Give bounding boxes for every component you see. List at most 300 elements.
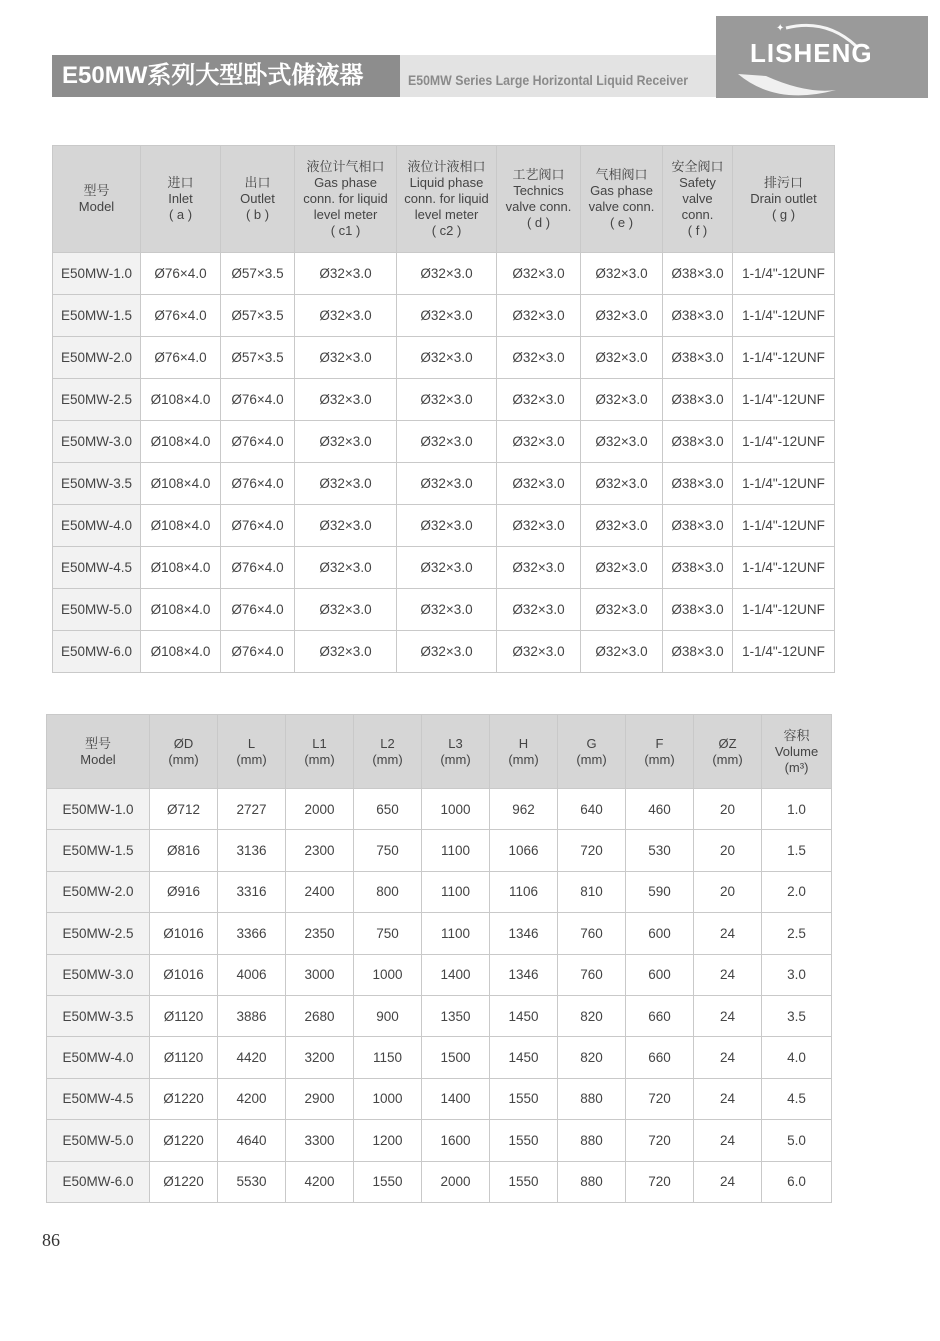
table-cell: 1-1/4"-12UNF [733,337,835,379]
model-cell: E50MW-5.0 [53,589,141,631]
model-cell: E50MW-3.0 [53,421,141,463]
table-cell: Ø108×4.0 [141,547,221,589]
table-cell: Ø32×3.0 [397,253,497,295]
connection-spec-table [52,145,835,673]
table-cell: 660 [626,995,694,1036]
table-cell: 3366 [218,913,286,954]
table-cell: 880 [558,1078,626,1119]
table-cell: Ø32×3.0 [397,379,497,421]
table-cell: Ø1120 [150,995,218,1036]
table-cell: Ø1016 [150,954,218,995]
model-cell: E50MW-2.5 [47,913,150,954]
table-cell: 3886 [218,995,286,1036]
column-header-line: ( b ) [245,207,270,222]
table-cell: 4200 [286,1161,354,1202]
table-cell: 24 [694,995,762,1036]
table-cell: Ø38×3.0 [663,631,733,673]
table-cell: Ø38×3.0 [663,337,733,379]
table-cell: 1400 [422,954,490,995]
table-cell: 1.0 [762,789,832,830]
model-cell: E50MW-3.5 [47,995,150,1036]
table-row [47,995,832,1036]
model-cell: E50MW-3.5 [53,463,141,505]
column-header-line: Liquid phase [409,175,484,190]
table-cell: Ø76×4.0 [221,505,295,547]
table-cell: Ø76×4.0 [221,547,295,589]
table-cell: 962 [490,789,558,830]
table-cell: Ø76×4.0 [221,589,295,631]
table-cell: 3.0 [762,954,832,995]
table-cell: Ø32×3.0 [397,421,497,463]
table-row [47,830,832,871]
table-row [53,253,835,295]
table-cell: Ø32×3.0 [497,505,581,547]
column-header-line: ( a ) [168,207,193,222]
page-title-cn: E50MW系列大型卧式储液器 [52,55,400,97]
column-header-line: Inlet [168,191,193,206]
table-cell: 720 [626,1078,694,1119]
column-header-line: (mm) [644,751,675,767]
table-cell: Ø38×3.0 [663,295,733,337]
column-header-line: ( f ) [687,223,708,238]
table-cell: 2900 [286,1078,354,1119]
table-cell: 2727 [218,789,286,830]
table-cell: 2680 [286,995,354,1036]
column-header-line: ( g ) [771,207,796,222]
table-cell: 1-1/4"-12UNF [733,421,835,463]
table-cell: Ø57×3.5 [221,295,295,337]
table-cell: 1-1/4"-12UNF [733,589,835,631]
table-cell: Ø57×3.5 [221,253,295,295]
column-header [422,715,490,789]
column-header-line: 安全阀口 [671,159,724,174]
page-title-en: E50MW Series Large Horizontal Liquid Receiver [408,72,689,88]
table-cell: 4.5 [762,1078,832,1119]
table-cell: 1346 [490,954,558,995]
column-header-line: (mm) [236,751,267,767]
table-row [47,1120,832,1161]
table-cell: Ø76×4.0 [221,421,295,463]
column-header [490,715,558,789]
table-cell: Ø32×3.0 [497,421,581,463]
model-cell: E50MW-2.5 [53,379,141,421]
table-row [53,337,835,379]
column-header-line: conn. for liquid [303,191,388,206]
table-cell: 590 [626,871,694,912]
column-header [733,146,835,253]
table-cell: Ø32×3.0 [295,337,397,379]
column-header-line: (mm) [372,751,403,767]
table-row [53,379,835,421]
page-number: 86 [42,1230,60,1250]
model-cell: E50MW-1.0 [53,253,141,295]
table-row [53,547,835,589]
table-cell: Ø32×3.0 [295,589,397,631]
column-header-line: 气相阀口 [595,167,648,182]
table-cell: Ø1220 [150,1120,218,1161]
column-header-line: Model [80,751,116,767]
table-cell: Ø76×4.0 [141,253,221,295]
table-cell: 1000 [354,954,422,995]
column-header-line: ( d ) [526,215,551,230]
table-cell: 1500 [422,1037,490,1078]
table-row [53,295,835,337]
model-cell: E50MW-2.0 [53,337,141,379]
table-cell: 20 [694,830,762,871]
table-cell: Ø76×4.0 [221,379,295,421]
table-cell: 530 [626,830,694,871]
table-cell: 750 [354,830,422,871]
model-cell: E50MW-6.0 [47,1161,150,1202]
table-cell: Ø38×3.0 [663,463,733,505]
table-cell: 1350 [422,995,490,1036]
table-cell: 2300 [286,830,354,871]
table-cell: Ø32×3.0 [295,295,397,337]
column-header [295,146,397,253]
table-cell: Ø108×4.0 [141,379,221,421]
table-cell: 5.0 [762,1120,832,1161]
logo-text: LISHENG [750,38,873,68]
column-header-line: level meter [414,207,479,222]
table-cell: Ø38×3.0 [663,253,733,295]
table-row [53,421,835,463]
table-row [47,1037,832,1078]
table-cell: 1400 [422,1078,490,1119]
table-cell: 1150 [354,1037,422,1078]
table-cell: Ø1220 [150,1078,218,1119]
table-row [53,463,835,505]
column-header-line: level meter [313,207,378,222]
table-cell: 600 [626,913,694,954]
table-cell: 24 [694,1078,762,1119]
column-header-line: Volume [774,743,819,759]
table-cell: 1066 [490,830,558,871]
column-header-line: (mm) [508,751,539,767]
table-cell: 4640 [218,1120,286,1161]
column-header-line: Safety [679,175,716,190]
column-header [762,715,832,789]
table-cell: 24 [694,1120,762,1161]
column-header-line: conn. for liquid [404,191,489,206]
table-cell: Ø32×3.0 [295,505,397,547]
table-cell: Ø32×3.0 [397,295,497,337]
table-row [47,1078,832,1119]
table-cell: Ø76×4.0 [221,631,295,673]
table-row [53,589,835,631]
table-cell: 1550 [490,1078,558,1119]
table-cell: Ø32×3.0 [295,379,397,421]
table-cell: 6.0 [762,1161,832,1202]
table-cell: 1550 [490,1161,558,1202]
table-cell: Ø38×3.0 [663,421,733,463]
table-cell: Ø57×3.5 [221,337,295,379]
table-cell: 640 [558,789,626,830]
table-header-row [53,146,835,253]
column-header [47,715,150,789]
table-cell: Ø1016 [150,913,218,954]
table-cell: 3300 [286,1120,354,1161]
column-header-line: (mm) [304,751,335,767]
table-row [47,913,832,954]
table-cell: 2000 [286,789,354,830]
table-cell: 1-1/4"-12UNF [733,295,835,337]
column-header-line: valve [682,191,713,206]
table-cell: Ø32×3.0 [581,589,663,631]
column-header [286,715,354,789]
table-cell: 20 [694,789,762,830]
dimension-spec-table [46,714,832,1203]
table-cell: Ø32×3.0 [497,253,581,295]
table-cell: 3200 [286,1037,354,1078]
table-cell: Ø32×3.0 [581,421,663,463]
table-cell: Ø32×3.0 [497,589,581,631]
model-cell: E50MW-4.0 [53,505,141,547]
table-cell: Ø32×3.0 [397,547,497,589]
table-cell: Ø108×4.0 [141,505,221,547]
column-header-line: Gas phase [314,175,377,190]
table-cell: 1-1/4"-12UNF [733,631,835,673]
column-header [141,146,221,253]
column-header-line: (mm) [712,751,743,767]
model-cell: E50MW-3.0 [47,954,150,995]
table-cell: 1-1/4"-12UNF [733,253,835,295]
table-cell: 2.5 [762,913,832,954]
table-cell: Ø32×3.0 [497,631,581,673]
table-cell: Ø32×3.0 [397,463,497,505]
table-cell: Ø108×4.0 [141,421,221,463]
column-header-line: H [518,735,529,751]
table-cell: Ø108×4.0 [141,631,221,673]
table-cell: 24 [694,954,762,995]
column-header-line: 进口 [167,175,194,190]
column-header-line: (mm) [440,751,471,767]
column-header-line: (mm) [576,751,607,767]
table-cell: 1550 [490,1120,558,1161]
model-cell: E50MW-1.0 [47,789,150,830]
column-header-line: F [655,735,664,751]
table-cell: Ø108×4.0 [141,589,221,631]
table-cell: Ø38×3.0 [663,379,733,421]
table-cell: 24 [694,1037,762,1078]
column-header [221,146,295,253]
column-header-line: L3 [448,735,463,751]
table-cell: Ø32×3.0 [397,505,497,547]
table-cell: Ø32×3.0 [497,295,581,337]
table-cell: Ø76×4.0 [141,295,221,337]
table-cell: Ø32×3.0 [581,505,663,547]
table-header-row [47,715,832,789]
table-cell: 2400 [286,871,354,912]
table-row [47,1161,832,1202]
model-cell: E50MW-4.5 [53,547,141,589]
table-cell: 1550 [354,1161,422,1202]
table-row [47,871,832,912]
table-cell: Ø32×3.0 [581,337,663,379]
table-cell: Ø76×4.0 [141,337,221,379]
column-header-line: 排污口 [763,175,803,190]
model-cell: E50MW-5.0 [47,1120,150,1161]
model-cell: E50MW-4.5 [47,1078,150,1119]
table-cell: Ø32×3.0 [295,253,397,295]
table-cell: Ø32×3.0 [581,379,663,421]
table-cell: Ø32×3.0 [497,379,581,421]
table-cell: 1-1/4"-12UNF [733,547,835,589]
table-cell: 1000 [422,789,490,830]
column-header [397,146,497,253]
column-header-line: valve conn. [588,199,655,214]
table-cell: Ø816 [150,830,218,871]
model-cell: E50MW-2.0 [47,871,150,912]
column-header [150,715,218,789]
table-cell: Ø916 [150,871,218,912]
table-cell: Ø108×4.0 [141,463,221,505]
table-cell: 20 [694,871,762,912]
table-cell: 1450 [490,995,558,1036]
table-cell: 2350 [286,913,354,954]
table-cell: 800 [354,871,422,912]
column-header [663,146,733,253]
column-header-line: ØD [173,735,194,751]
column-header [626,715,694,789]
table-cell: 880 [558,1161,626,1202]
table-cell: 880 [558,1120,626,1161]
table-cell: 760 [558,913,626,954]
table-cell: Ø32×3.0 [497,337,581,379]
column-header-line: 型号 [84,735,111,751]
table-cell: 2000 [422,1161,490,1202]
table-cell: 720 [626,1120,694,1161]
brand-logo [716,16,928,98]
table-cell: 1450 [490,1037,558,1078]
table-cell: 1600 [422,1120,490,1161]
column-header-line: Model [78,199,115,214]
table-cell: 720 [626,1161,694,1202]
column-header-line: ØZ [718,735,737,751]
table-cell: 650 [354,789,422,830]
table-cell: Ø1220 [150,1161,218,1202]
table-row [53,505,835,547]
column-header-line: 工艺阀口 [512,167,565,182]
table-cell: 1100 [422,913,490,954]
table-cell: 3000 [286,954,354,995]
model-cell: E50MW-1.5 [47,830,150,871]
table-cell: Ø1120 [150,1037,218,1078]
column-header-line: 型号 [83,183,110,198]
column-header [53,146,141,253]
table-row [47,789,832,830]
table-cell: Ø32×3.0 [397,631,497,673]
table-cell: 760 [558,954,626,995]
column-header-line: valve conn. [505,199,572,214]
table-cell: Ø38×3.0 [663,589,733,631]
table-cell: Ø32×3.0 [497,547,581,589]
table-cell: Ø32×3.0 [581,295,663,337]
column-header-line: conn. [681,207,714,222]
table-cell: Ø32×3.0 [581,631,663,673]
column-header-line: Gas phase [590,183,653,198]
table-cell: 3.5 [762,995,832,1036]
column-header-line: 液位计液相口 [407,159,486,174]
model-cell: E50MW-1.5 [53,295,141,337]
svg-text:✦: ✦ [776,23,785,34]
column-header-line: (mm) [168,751,199,767]
column-header-line: L2 [380,735,395,751]
column-header-line: Technics [513,183,564,198]
column-header-line: G [586,735,597,751]
table-cell: 2.0 [762,871,832,912]
column-header-line: ( e ) [609,215,634,230]
table-cell: Ø32×3.0 [581,253,663,295]
column-header [581,146,663,253]
table-cell: Ø32×3.0 [295,463,397,505]
column-header-line: 容积 [783,727,810,743]
column-header-line: Drain outlet [750,191,817,206]
table-cell: 660 [626,1037,694,1078]
model-cell: E50MW-6.0 [53,631,141,673]
column-header-line: L1 [312,735,327,751]
table-cell: 750 [354,913,422,954]
table-cell: Ø32×3.0 [295,547,397,589]
table-cell: 4.0 [762,1037,832,1078]
column-header [218,715,286,789]
column-header [497,146,581,253]
table-cell: 600 [626,954,694,995]
table-cell: 1346 [490,913,558,954]
table-cell: 820 [558,995,626,1036]
column-header-line: ( c1 ) [330,223,361,238]
table-cell: 810 [558,871,626,912]
column-header-line: 出口 [244,175,271,190]
table-cell: 24 [694,1161,762,1202]
column-header-line: L [247,735,256,751]
table-cell: Ø38×3.0 [663,505,733,547]
table-cell: 24 [694,913,762,954]
column-header-line: (m³) [784,759,809,775]
column-header-line: 液位计气相口 [306,159,385,174]
table-cell: Ø712 [150,789,218,830]
table-cell: 3316 [218,871,286,912]
table-cell: Ø32×3.0 [497,463,581,505]
table-cell: 1.5 [762,830,832,871]
table-cell: 1106 [490,871,558,912]
table-cell: 4006 [218,954,286,995]
table-cell: Ø32×3.0 [295,631,397,673]
table-cell: Ø76×4.0 [221,463,295,505]
table-cell: 4200 [218,1078,286,1119]
table-cell: Ø32×3.0 [397,337,497,379]
table-row [53,631,835,673]
column-header [354,715,422,789]
table-cell: 1-1/4"-12UNF [733,379,835,421]
table-cell: 720 [558,830,626,871]
table-cell: 1100 [422,871,490,912]
table-cell: 1-1/4"-12UNF [733,463,835,505]
table-cell: 1-1/4"-12UNF [733,505,835,547]
column-header-line: ( c2 ) [431,223,462,238]
column-header [558,715,626,789]
table-cell: 900 [354,995,422,1036]
table-cell: 460 [626,789,694,830]
table-cell: Ø38×3.0 [663,547,733,589]
table-cell: 1100 [422,830,490,871]
table-cell: 1200 [354,1120,422,1161]
table-cell: 1000 [354,1078,422,1119]
table-cell: 820 [558,1037,626,1078]
table-cell: Ø32×3.0 [397,589,497,631]
column-header-line: Outlet [240,191,275,206]
table-cell: 5530 [218,1161,286,1202]
table-cell: 3136 [218,830,286,871]
